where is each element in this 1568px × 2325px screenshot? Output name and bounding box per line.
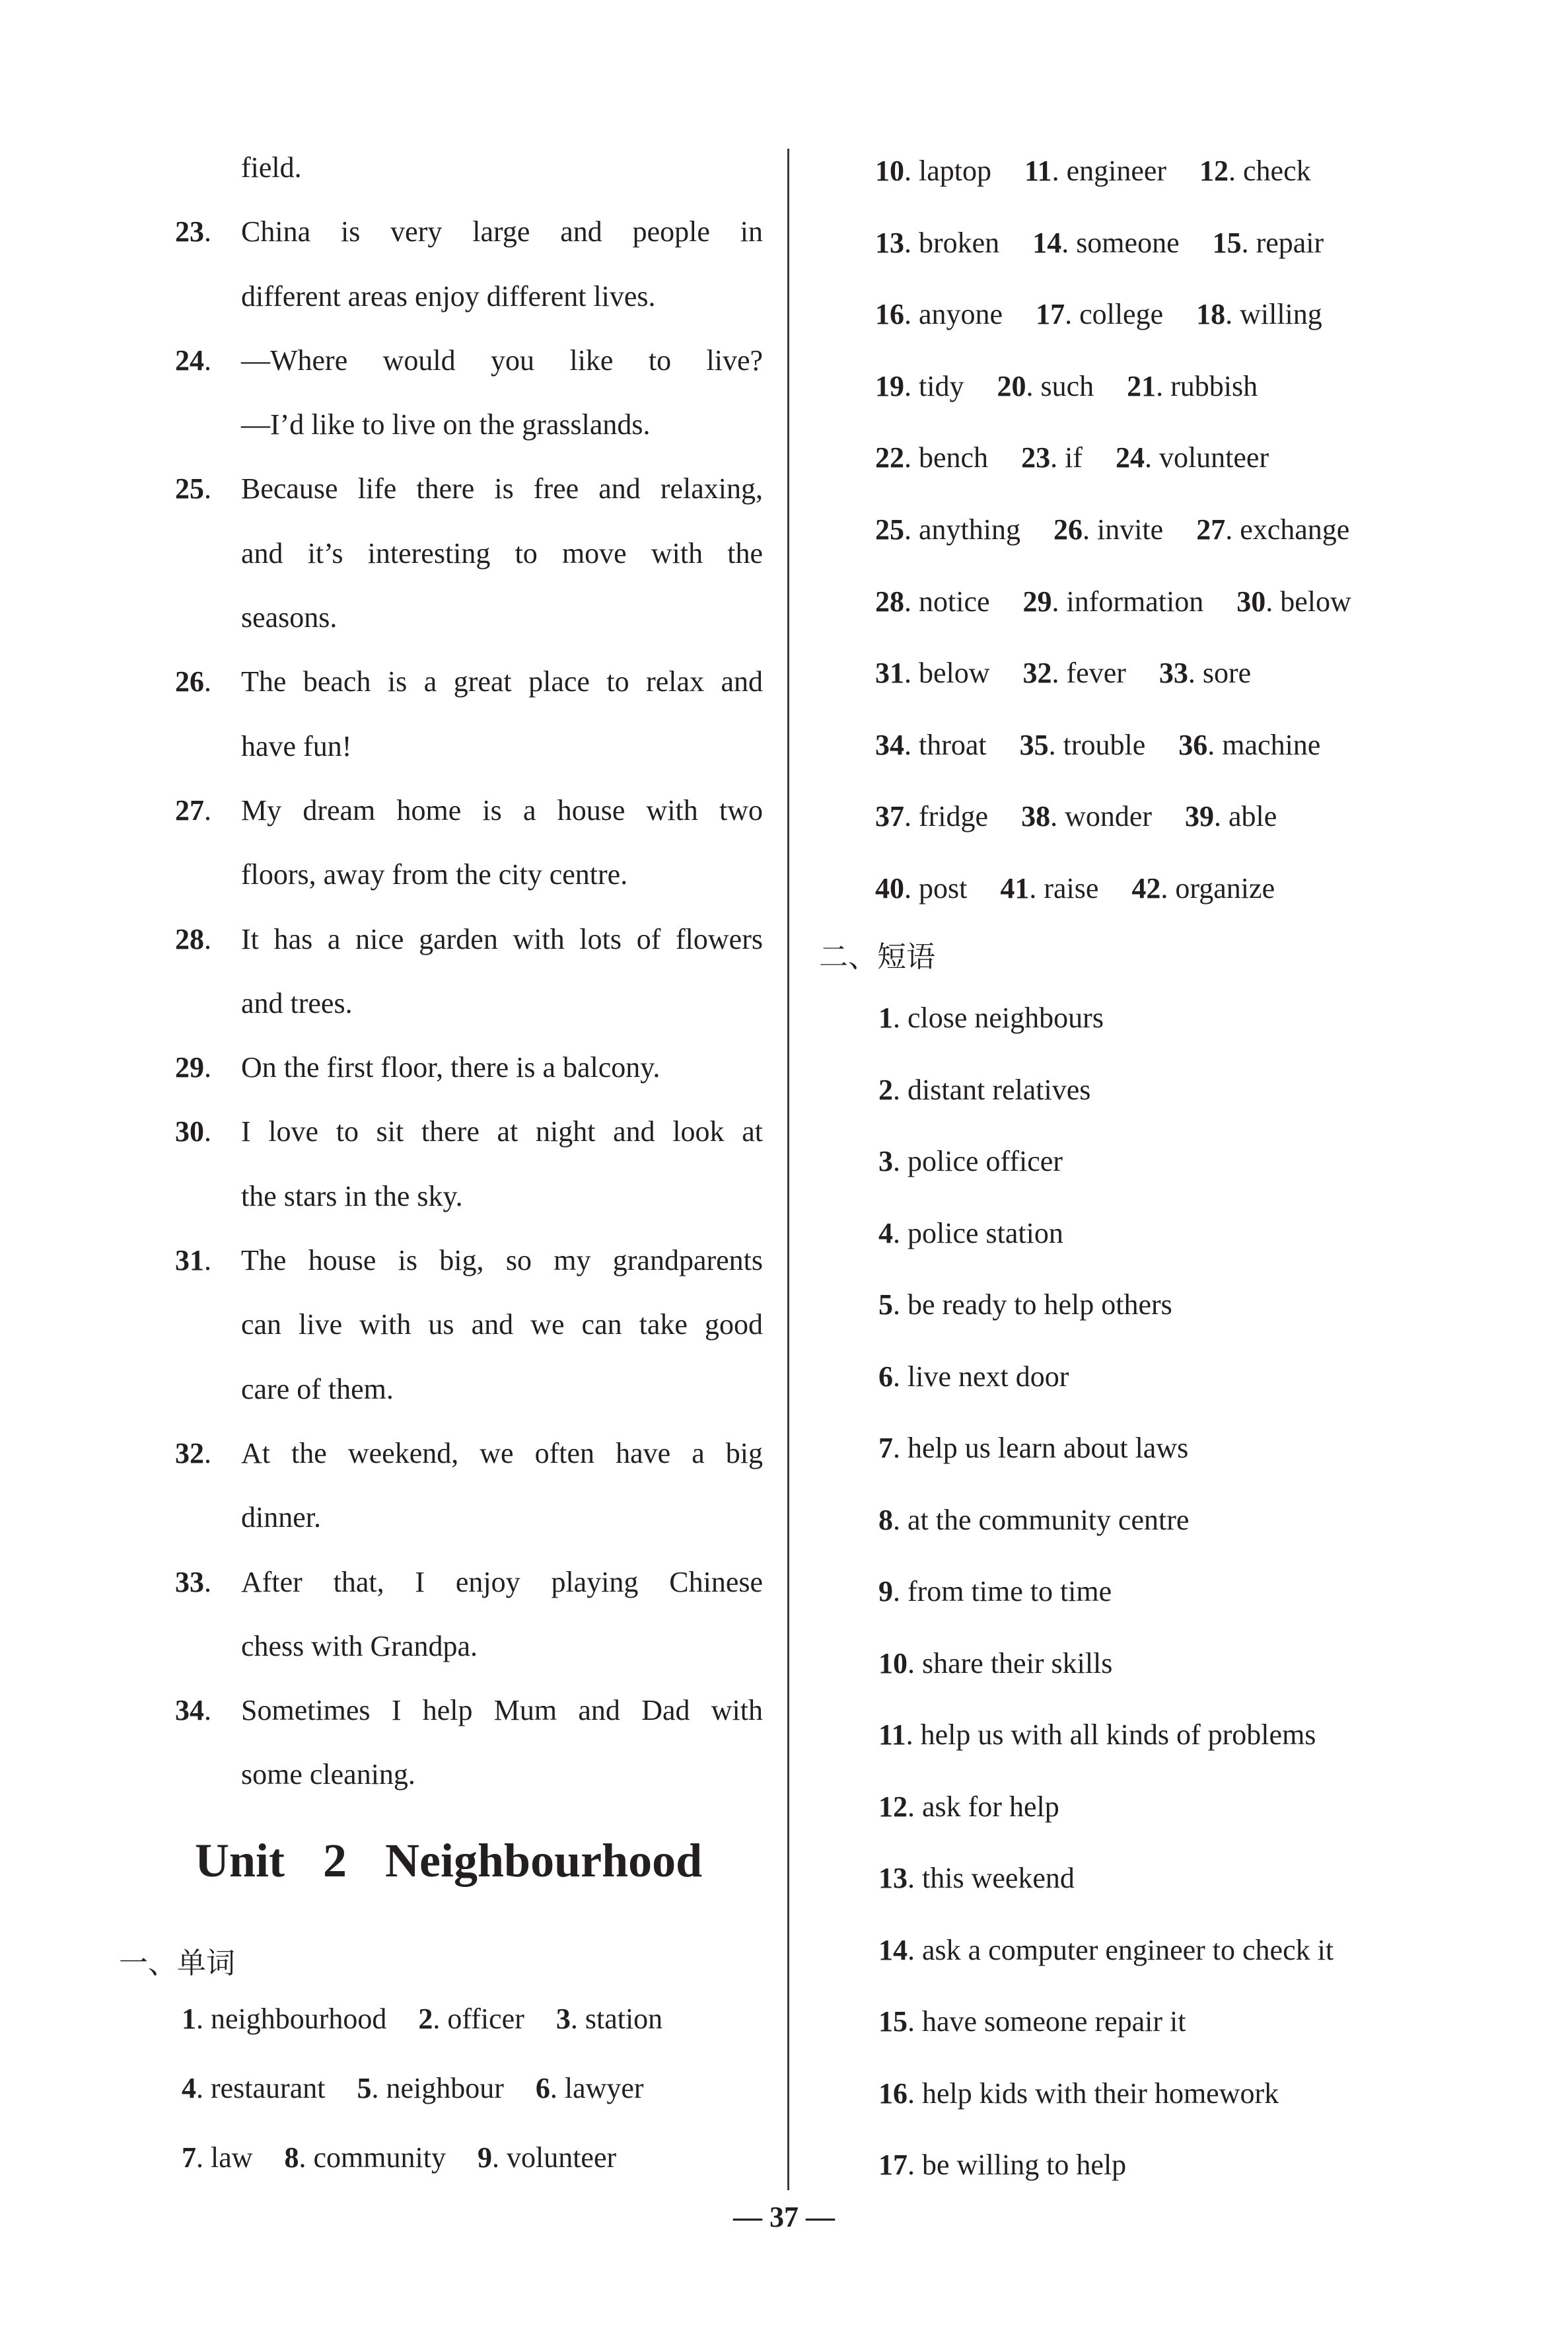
item-number: 11 . — [1024, 155, 1059, 187]
word-item — [1196, 513, 1349, 546]
item-number: 25 . — [175, 457, 211, 521]
item-number: 5 . — [878, 1288, 900, 1321]
phrase-item — [878, 1288, 1172, 1321]
sentence-text: chess with Grandpa. — [241, 1629, 478, 1662]
sentence-line — [175, 1228, 763, 1292]
item-number: 17 . — [1036, 298, 1072, 330]
word-row — [875, 279, 1496, 351]
item-number: 30 . — [175, 1099, 211, 1163]
item-number: 3 . — [878, 1145, 900, 1177]
item-number: 16 . — [875, 298, 911, 330]
word-item — [875, 585, 990, 618]
item-number: 9 . — [878, 1575, 900, 1607]
phrase-item — [878, 1001, 1104, 1035]
phrase-item — [878, 2077, 1279, 2110]
item-number: 22 . — [875, 441, 911, 474]
phrase-item — [878, 2148, 1126, 2182]
phrase-item — [878, 1360, 1069, 1393]
word-text: below — [1280, 585, 1351, 618]
word-text: college — [1079, 298, 1164, 331]
item-number: 16 . — [878, 2077, 915, 2110]
word-item — [1116, 441, 1269, 474]
phrase-item — [878, 1861, 1075, 1895]
word-item — [1127, 370, 1258, 402]
word-row — [182, 2071, 676, 2105]
phrase-item — [878, 1574, 1112, 1608]
word-text: fridge — [919, 800, 989, 833]
sentence-text: seasons. — [241, 601, 338, 634]
item-number: 4 . — [182, 2072, 203, 2104]
item-number: 14 . — [1032, 227, 1069, 259]
phrase-text: close neighbours — [908, 1002, 1104, 1034]
phrase-item — [878, 1216, 1063, 1250]
item-number: 3 . — [556, 2003, 578, 2035]
sentence-text: different areas enjoy different lives. — [241, 279, 656, 313]
word-item — [1213, 227, 1324, 259]
word-text: bench — [919, 441, 989, 474]
sentence-line — [175, 778, 763, 842]
word-text: if — [1065, 441, 1083, 474]
phrase-text: from time to time — [908, 1575, 1112, 1607]
item-number: 29 . — [1023, 585, 1059, 618]
column-divider — [787, 149, 789, 2190]
item-number: 2 . — [878, 1074, 900, 1106]
word-text: volunteer — [506, 2141, 617, 2174]
word-text: throat — [919, 728, 987, 761]
word-text: community — [313, 2141, 446, 2174]
sentence-text: It has a nice garden with lots of flowers — [241, 922, 763, 955]
word-item — [357, 2072, 503, 2104]
sentence-text: My dream home is a house with two — [241, 793, 763, 827]
item-number: 2 . — [418, 2003, 440, 2035]
sentence-text: care of them. — [241, 1372, 394, 1405]
sentence-text: After that, I enjoy playing Chinese — [241, 1565, 763, 1598]
word-text: below — [919, 657, 990, 690]
item-number: 18 . — [1196, 298, 1232, 330]
word-item — [1199, 155, 1311, 187]
sentence-line — [175, 971, 763, 1035]
right-column — [875, 135, 1496, 925]
word-text: willing — [1240, 298, 1322, 331]
sentence-line — [175, 1421, 763, 1485]
word-item — [1020, 729, 1146, 761]
word-item — [875, 800, 988, 832]
item-number: 36 . — [1178, 729, 1215, 761]
item-number: 12 . — [1199, 155, 1236, 187]
sentence-line — [175, 135, 763, 200]
phrase-item — [878, 1503, 1189, 1537]
word-row — [875, 710, 1496, 782]
item-number: 7 . — [182, 2141, 203, 2174]
word-item — [182, 2141, 253, 2174]
item-number: 35 . — [1020, 729, 1056, 761]
word-item — [1159, 657, 1251, 689]
word-text: such — [1040, 369, 1094, 402]
word-text: rubbish — [1170, 369, 1258, 402]
sentence-text: dinner. — [241, 1501, 321, 1534]
phrase-item — [878, 1790, 1059, 1824]
sentence-line — [175, 585, 763, 649]
sentence-text: —I’d like to live on the grasslands. — [241, 408, 651, 441]
left-column — [175, 135, 763, 1807]
item-number: 42 . — [1131, 872, 1168, 904]
word-item — [1024, 155, 1166, 187]
item-number: 10 . — [875, 155, 911, 187]
unit-title: Unit 2 Neighbourhood — [195, 1834, 703, 1887]
word-text: sore — [1202, 657, 1252, 690]
sentence-line — [175, 1550, 763, 1614]
word-item — [1032, 227, 1179, 259]
item-number: 34 . — [875, 729, 911, 761]
sentence-line — [175, 1742, 763, 1806]
word-text: volunteer — [1158, 441, 1269, 474]
sentence-text: At the weekend, we often have a big — [241, 1436, 763, 1469]
word-text: exchange — [1240, 513, 1350, 546]
sentence-line — [175, 328, 763, 392]
item-number: 25 . — [875, 513, 911, 546]
item-number: 1 . — [878, 1002, 900, 1034]
sentence-line — [175, 1357, 763, 1421]
phrase-item — [878, 1933, 1334, 1967]
item-number: 11 . — [878, 1718, 913, 1751]
word-text: machine — [1222, 728, 1321, 761]
item-number: 23 . — [175, 200, 211, 264]
section-heading-words: 一、单词 — [119, 1946, 235, 1980]
sentence-text: The beach is a great place to relax and — [241, 665, 763, 698]
word-row — [875, 566, 1496, 638]
item-number: 31 . — [875, 657, 911, 689]
word-row — [875, 638, 1496, 710]
word-item — [1000, 872, 1098, 904]
item-number: 41 . — [1000, 872, 1036, 904]
item-number: 37 . — [875, 800, 911, 832]
word-text: check — [1243, 155, 1311, 187]
item-number: 31 . — [175, 1228, 211, 1292]
word-item — [1053, 513, 1163, 546]
item-number: 26 . — [175, 649, 211, 714]
sentence-line — [175, 842, 763, 906]
phrase-text: be ready to help others — [908, 1288, 1172, 1321]
phrase-text: police officer — [908, 1145, 1063, 1177]
word-item — [478, 2141, 616, 2174]
word-item — [182, 2072, 325, 2104]
word-item — [1185, 800, 1277, 832]
sentence-text: Because life there is free and relaxing, — [241, 472, 763, 505]
sentence-text: —Where would you like to live? — [241, 344, 763, 377]
sentence-text: On the first floor, there is a balcony. — [241, 1051, 660, 1084]
phrase-text: help us with all kinds of problems — [920, 1718, 1316, 1751]
sentence-text: some cleaning. — [241, 1758, 415, 1791]
phrase-item — [878, 1144, 1063, 1178]
phrase-item — [878, 1073, 1090, 1107]
word-text: anyone — [919, 298, 1003, 331]
word-item — [1196, 298, 1322, 330]
item-number: 33 . — [1159, 657, 1195, 689]
sentence-text: and trees. — [241, 986, 353, 1019]
item-number: 28 . — [175, 907, 211, 971]
sentence-text: have fun! — [241, 729, 352, 762]
word-row — [875, 422, 1496, 494]
word-row — [875, 494, 1496, 566]
item-number: 5 . — [357, 2072, 378, 2104]
phrase-text: ask a computer engineer to check it — [922, 1933, 1334, 1966]
word-item — [1036, 298, 1163, 330]
word-item — [1021, 441, 1083, 474]
word-text: anything — [919, 513, 1020, 546]
section-heading-phrases: 二、短语 — [819, 940, 935, 974]
phrase-text: ask for help — [922, 1790, 1059, 1823]
phrase-text: help kids with their homework — [922, 2077, 1279, 2110]
phrase-text: live next door — [908, 1360, 1069, 1393]
word-text: officer — [447, 2003, 524, 2035]
phrase-text: be willing to help — [922, 2149, 1127, 2181]
item-number: 1 . — [182, 2003, 203, 2035]
item-number: 38 . — [1021, 800, 1057, 832]
word-text: engineer — [1066, 155, 1167, 187]
word-row — [875, 781, 1496, 853]
item-number: 27 . — [175, 778, 211, 842]
phrase-text: have someone repair it — [922, 2005, 1186, 2038]
word-text: laptop — [919, 155, 991, 187]
item-number: 6 . — [536, 2072, 557, 2104]
sentence-text: China is very large and people in — [241, 215, 763, 248]
phrase-text: distant relatives — [908, 1073, 1091, 1106]
item-number: 26 . — [1053, 513, 1090, 546]
item-number: 10 . — [878, 1647, 915, 1679]
word-text: repair — [1256, 226, 1324, 259]
sentence-line — [175, 1614, 763, 1678]
word-text: notice — [919, 585, 990, 618]
word-row — [875, 207, 1496, 279]
word-text: fever — [1066, 657, 1126, 690]
item-number: 13 . — [878, 1862, 915, 1894]
phrase-text: share their skills — [922, 1646, 1113, 1679]
word-item — [1021, 800, 1152, 832]
word-item — [875, 227, 999, 259]
word-text: invite — [1096, 513, 1164, 546]
sentence-line — [175, 649, 763, 714]
item-number: 6 . — [878, 1360, 900, 1393]
item-number: 15 . — [878, 2005, 915, 2038]
sentence-line — [175, 1099, 763, 1163]
item-number: 21 . — [1127, 370, 1163, 402]
word-text: neighbourhood — [211, 2003, 387, 2035]
phrase-item — [878, 1718, 1316, 1752]
word-text: restaurant — [211, 2072, 326, 2104]
item-number: 7 . — [878, 1432, 900, 1464]
phrase-text: police station — [908, 1216, 1063, 1249]
item-number: 13 . — [875, 227, 911, 259]
item-number: 29 . — [175, 1035, 211, 1099]
word-text: raise — [1044, 871, 1099, 904]
word-item — [875, 513, 1020, 546]
sentence-text: the stars in the sky. — [241, 1179, 463, 1212]
item-number: 24 . — [1116, 441, 1152, 474]
word-item — [875, 441, 988, 474]
word-item — [997, 370, 1094, 402]
word-row — [875, 351, 1496, 423]
sentence-text: and it’s interesting to move with the — [241, 536, 763, 570]
sentence-line — [175, 714, 763, 778]
word-item — [556, 2003, 662, 2035]
word-text: wonder — [1065, 800, 1153, 833]
word-text: neighbour — [386, 2072, 504, 2104]
item-number: 19 . — [875, 370, 911, 402]
word-text: able — [1229, 800, 1277, 833]
phrase-item — [878, 2005, 1186, 2038]
item-number: 34 . — [175, 1678, 211, 1742]
item-number: 40 . — [875, 872, 911, 904]
sentence-line — [175, 264, 763, 328]
word-item — [536, 2072, 644, 2104]
phrase-text: help us learn about laws — [908, 1432, 1189, 1464]
sentence-line — [175, 457, 763, 521]
item-number: 28 . — [875, 585, 911, 618]
word-text: lawyer — [564, 2072, 644, 2104]
word-item — [1023, 657, 1126, 689]
phrase-text: at the community centre — [908, 1503, 1190, 1536]
phrase-item — [878, 1431, 1188, 1465]
item-number: 39 . — [1185, 800, 1221, 832]
item-number: 32 . — [1023, 657, 1059, 689]
sentence-text: can live with us and we can take good — [241, 1308, 763, 1341]
item-number: 12 . — [878, 1790, 915, 1823]
page-number: — 37 — — [733, 2201, 835, 2233]
sentence-line — [175, 907, 763, 971]
word-text: tidy — [919, 369, 964, 402]
item-number: 14 . — [878, 1934, 915, 1966]
word-item — [875, 370, 964, 402]
word-item — [875, 729, 987, 761]
word-item — [875, 155, 991, 187]
word-item — [1236, 585, 1351, 618]
sentence-text: The house is big, so my grandparents — [241, 1244, 763, 1277]
item-number: 17 . — [878, 2149, 915, 2181]
sentence-line — [175, 1164, 763, 1228]
word-item — [875, 657, 990, 689]
item-number: 4 . — [878, 1217, 900, 1249]
phrase-text: this weekend — [922, 1862, 1075, 1894]
item-number: 8 . — [878, 1504, 900, 1536]
sentence-line — [175, 1292, 763, 1356]
word-text: someone — [1076, 226, 1180, 259]
item-number: 9 . — [478, 2141, 499, 2174]
sentence-text: floors, away from the city centre. — [241, 858, 628, 891]
sentence-text: I love to sit there at night and look at — [241, 1115, 763, 1148]
sentence-text: Sometimes I help Mum and Dad with — [241, 1694, 763, 1727]
sentence-line — [175, 392, 763, 457]
word-text: broken — [919, 226, 1000, 259]
word-text: post — [919, 871, 968, 904]
word-text: station — [585, 2003, 663, 2035]
word-item — [875, 298, 1003, 330]
word-item — [1023, 585, 1204, 618]
word-row — [875, 853, 1496, 925]
sentence-line — [175, 1485, 763, 1549]
item-number: 20 . — [997, 370, 1033, 402]
word-item — [875, 872, 967, 904]
word-row — [875, 135, 1496, 207]
word-row — [182, 2141, 648, 2174]
phrase-item — [878, 1646, 1112, 1680]
item-number: 27 . — [1196, 513, 1232, 546]
sentence-line — [175, 1678, 763, 1742]
item-number: 32 . — [175, 1421, 211, 1485]
item-number: 8 . — [285, 2141, 306, 2174]
sentence-line — [175, 1035, 763, 1099]
word-item — [285, 2141, 446, 2174]
sentence-line — [175, 200, 763, 264]
word-text: law — [211, 2141, 253, 2174]
item-number: 24 . — [175, 328, 211, 392]
word-item — [1131, 872, 1275, 904]
word-row — [182, 2002, 694, 2036]
sentence-line — [175, 521, 763, 585]
word-item — [182, 2003, 386, 2035]
item-number: 23 . — [1021, 441, 1057, 474]
word-text: organize — [1175, 871, 1275, 904]
word-item — [418, 2003, 524, 2035]
item-number: 30 . — [1236, 585, 1273, 618]
sentence-text: field. — [241, 151, 302, 184]
item-number: 33 . — [175, 1550, 211, 1614]
word-item — [1178, 729, 1320, 761]
item-number: 15 . — [1213, 227, 1249, 259]
word-text: information — [1066, 585, 1204, 618]
word-text: trouble — [1063, 728, 1146, 761]
